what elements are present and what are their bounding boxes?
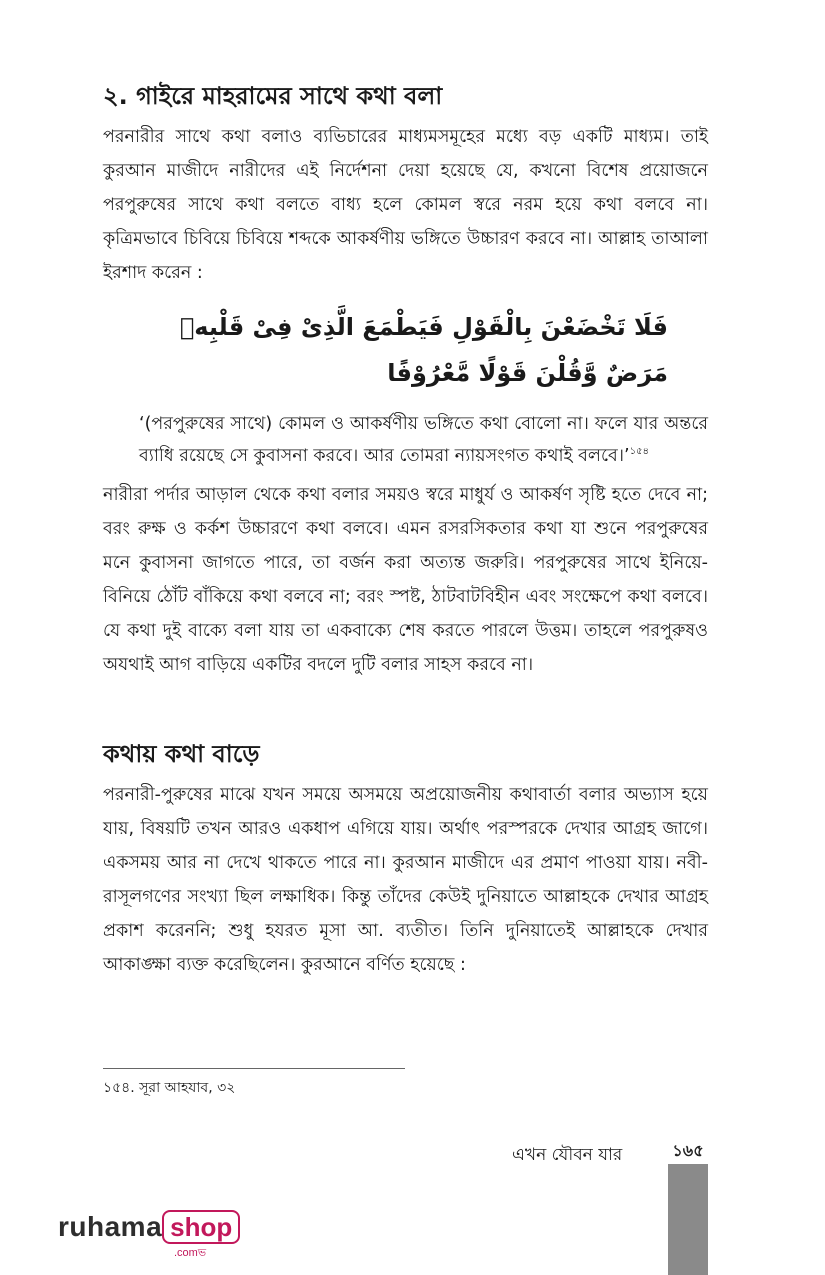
- page-number: ১৬৫: [668, 1138, 708, 1166]
- logo-shop-badge: shop: [162, 1210, 240, 1244]
- page-number-tab: [668, 1138, 708, 1275]
- arabic-verse: فَلَا تَخْضَعْنَ بِالْقَوْلِ فَيَطْمَعَ الَّذِىْ فِىْ قَلْبِهٖ مَرَضٌ وَّقُلْنَ قَوْلًا مَّعْرُوْفًا: [179, 313, 668, 387]
- logo-brand: ruhama: [58, 1211, 163, 1242]
- running-footer-title: এখন যৌবন যার: [512, 1145, 623, 1165]
- page-content: [103, 78, 708, 982]
- body-paragraph: পরনারীর সাথে কথা বলাও ব্যভিচারের মাধ্যমসমূহের মধ্যে বড় একটি মাধ্যম। তাই কুরআন মাজীদে নারীদের এই নির্দেশনা দেয়া হয়েছে যে, কখনো বিশেষ প্রয়োজনে পরপুরুষের সাথে কথা বলতে বাধ্য হলে কোমল স্বরে নরম হয়ে কথা বলবে না। কৃত্রিমভাবে চিবিয়ে চিবিয়ে শব্দকে আকর্ষণীয় ভঙ্গিতে উচ্চারণ করবে না। আল্লাহ তাআলা ইরশাদ করেন :: [103, 127, 708, 283]
- quote-text: ‘(পরপুরুষের সাথে) কোমল ও আকর্ষণীয় ভঙ্গিতে কথা বোলো না। ফলে যার অন্তরে ব্যাধি রয়েছে সে কুবাসনা করবে। আর তোমরা ন্যায়সংগত কথাই বলবে।’: [139, 414, 708, 466]
- section-title: কথায় কথা বাড়ে: [103, 740, 260, 768]
- body-paragraph: নারীরা পর্দার আড়াল থেকে কথা বলার সময়ও স্বরে মাধুর্য ও আকর্ষণ সৃষ্টি হতে দেবে না; বরং রুক্ষ ও কর্কশ উচ্চারণে কথা বলবে। এমন রসরসিকতার কথা যা শুনে পরপুরুষের মনে কুবাসনা জাগতে পারে, তা বর্জন করা অত্যন্ত জরুরি। পরপুরুষের সাথে ইনিয়ে-বিনিয়ে ঠোঁট বাঁকিয়ে কথা বলবে না; বরং স্পষ্ট, ঠাটবাটবিহীন এবং সংক্ষেপে কথা বলবে। যে কথা দুই বাক্যে বলা যায় তা একবাক্যে শেষ করতে পারলে উত্তম। তাহলে পরপুরুষও অযথাই আগ বাড়িয়ে একটির বদলে দুটি বলার সাহস করবে না।: [103, 485, 708, 675]
- body-paragraph: পরনারী-পুরুষের মাঝে যখন সময়ে অসময়ে অপ্রয়োজনীয় কথাবার্তা বলার অভ্যাস হয়ে যায়, বিষয়টি তখন আরও একধাপ এগিয়ে যায়। অর্থাৎ পরস্পরকে দেখার আগ্রহ জাগে। একসময় আর না দেখে থাকতে পারে না। কুরআন মাজীদে এর প্রমাণ পাওয়া যায়। নবী-রাসূলগণের সংখ্যা ছিল লক্ষাধিক। কিন্তু তাঁদের কেউই দুনিয়াতে আল্লাহকে দেখার আগ্রহ প্রকাশ করেননি; শুধু হযরত মূসা আ. ব্যতীত। তিনি দুনিয়াতেই আল্লাহকে দেখার আকাঙ্ক্ষা ব্যক্ত করেছিলেন। কুরআনে বর্ণিত হয়েছে :: [103, 785, 708, 975]
- verse-translation: [139, 408, 708, 472]
- footnote: ১৫৪. সূরা আহযাব, ৩২: [103, 1080, 236, 1096]
- publisher-logo: [58, 1210, 240, 1259]
- footnote-ref[interactable]: ১৫৪: [629, 446, 650, 457]
- section-title: ২. গাইরে মাহরামের সাথে কথা বলা: [103, 82, 443, 110]
- logo-domain: .comভ: [174, 1247, 207, 1259]
- page-bar: [668, 1166, 708, 1275]
- footnote-divider: [103, 1068, 405, 1069]
